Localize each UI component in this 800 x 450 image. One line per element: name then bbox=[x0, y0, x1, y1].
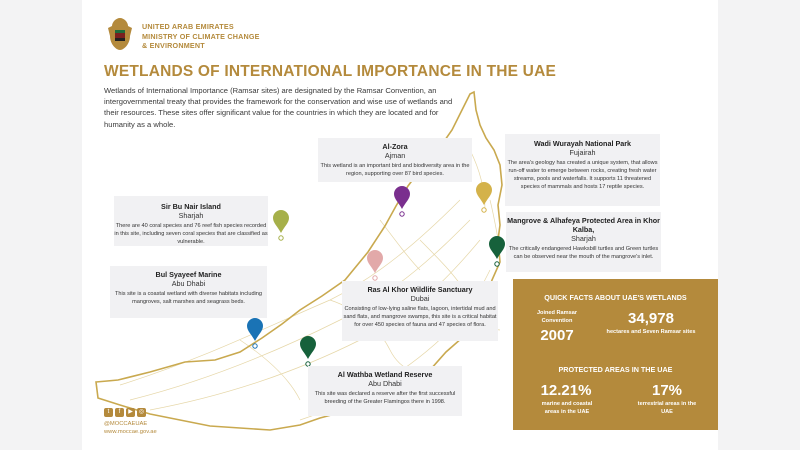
site-emirate: Sharjah bbox=[178, 211, 204, 220]
site-emirate: Fujairah bbox=[569, 148, 596, 157]
pin-al-zora-base bbox=[400, 212, 404, 216]
ministry-line-3: & ENVIRONMENT bbox=[142, 41, 205, 50]
site-emirate: Sharjah bbox=[571, 234, 596, 243]
site-description: This site was declared a reserve after the first successful breeding of the Greater Flamingos there in 1998. bbox=[314, 391, 456, 405]
intro-paragraph: Wetlands of International Importance (Ramsar sites) are designated by the Ramsar Convention, an intergovernmental treaty that provides the framework for the conservation and wise use of wetlands and their resources. These sites offer significant value for the countries in which they are located and for humanity as a whole. bbox=[104, 86, 453, 129]
site-name: Wadi Wurayah National Park bbox=[533, 139, 632, 148]
site-name: Al-Zora bbox=[382, 142, 408, 151]
site-card-al-zora bbox=[318, 138, 472, 182]
ministry-line-1: UNITED ARAB EMIRATES bbox=[142, 22, 234, 31]
hectares-label: hectares and Seven Ramsar sites bbox=[606, 329, 696, 335]
site-card-ras-al-khor bbox=[342, 281, 498, 341]
pin-khor-kalba-base bbox=[495, 262, 499, 266]
website-link[interactable]: www.moccae.gov.ae bbox=[104, 429, 157, 435]
site-description: This site is a coastal wetland with diverse habitats including mangroves, salt marshes and seagrass beds. bbox=[114, 291, 263, 305]
site-description: This wetland is an important bird and biodiversity area in the region, supporting over 87 bird species. bbox=[320, 163, 470, 177]
site-description: Consisting of low-lying saline flats, lagoon, intertidal mud and sand flats, and mangrove swamps, this site is a critical habitat for over 450 species of fauna and 47 species of flora. bbox=[343, 306, 497, 328]
site-card-khor-kalba bbox=[506, 212, 661, 272]
hectares-value: 34,978 bbox=[628, 310, 674, 327]
pin-wadi-wurayah-base bbox=[482, 208, 486, 212]
site-emirate: Ajman bbox=[384, 151, 406, 160]
site-card-wadi-wurayah bbox=[505, 134, 660, 206]
pin-sir-bu-nair-icon[interactable] bbox=[273, 210, 289, 233]
ministry-line-2: MINISTRY OF CLIMATE CHANGE bbox=[142, 31, 260, 41]
site-name: Sir Bu Nair Island bbox=[161, 202, 221, 211]
marine-label: marine and coastal areas in the UAE bbox=[541, 401, 593, 415]
quick-facts-panel bbox=[513, 279, 718, 430]
uae-emblem-icon bbox=[104, 16, 136, 52]
site-name: Mangrove & Alhafeya Protected Area in Khor Kalba, bbox=[507, 216, 660, 234]
pin-wadi-wurayah-icon[interactable] bbox=[476, 182, 492, 205]
pin-khor-kalba-icon[interactable] bbox=[489, 236, 505, 259]
site-card-al-wathba bbox=[308, 366, 462, 416]
twitter-icon[interactable]: t bbox=[104, 408, 113, 417]
terrestrial-label: terrestrial areas in the UAE bbox=[637, 401, 697, 415]
site-emirate: Abu Dhabi bbox=[171, 279, 206, 288]
terrestrial-percentage: 17% bbox=[651, 382, 683, 399]
pin-al-wathba-icon[interactable] bbox=[300, 336, 316, 359]
site-name: Al Wathba Wetland Reserve bbox=[337, 370, 433, 379]
ministry-name bbox=[142, 22, 260, 51]
site-emirate: Dubai bbox=[410, 294, 430, 303]
joined-year: 2007 bbox=[540, 327, 574, 344]
site-card-bul-syayeef bbox=[110, 266, 267, 318]
page-title: WETLANDS OF INTERNATIONAL IMPORTANCE IN THE UAE bbox=[104, 63, 556, 80]
pin-bul-syayeef-base bbox=[253, 344, 257, 348]
site-name: Bul Syayeef Marine bbox=[155, 270, 222, 279]
site-name: Ras Al Khor Wildlife Sanctuary bbox=[367, 285, 473, 294]
social-handle[interactable]: @MOCCAEUAE bbox=[104, 421, 148, 427]
joined-label: Joined Ramsar Convention bbox=[536, 310, 578, 324]
site-description: The critically endangered Hawksbill turtles and Green turtles can be observed near the mouth of the mangrove's inlet. bbox=[508, 246, 659, 260]
pin-ras-al-khor-base bbox=[373, 276, 377, 280]
pin-bul-syayeef-icon[interactable] bbox=[247, 318, 263, 341]
site-description: There are 40 coral species and 76 reef fish species recorded in this site, including seven coral species that are classified as vulnerable. bbox=[114, 223, 268, 245]
quick-facts-heading: QUICK FACTS ABOUT UAE'S WETLANDS bbox=[544, 293, 687, 302]
pin-sir-bu-nair-base bbox=[279, 236, 283, 240]
facebook-icon[interactable]: f bbox=[115, 408, 124, 417]
protected-areas-heading: PROTECTED AREAS IN THE UAE bbox=[558, 365, 673, 374]
marine-percentage: 12.21% bbox=[540, 382, 592, 399]
instagram-icon[interactable]: ◎ bbox=[138, 409, 145, 415]
site-card-sir-bu-nair bbox=[114, 196, 268, 246]
youtube-icon[interactable]: ▶ bbox=[126, 408, 135, 417]
site-emirate: Abu Dhabi bbox=[368, 379, 402, 388]
site-description: The area's geology has created a unique system, that allows run-off water to emerge between rocks, creating fresh water streams, pools and waterfalls. It supports 11 threatened species of mammals and hosts 17 reptile species. bbox=[507, 160, 658, 190]
